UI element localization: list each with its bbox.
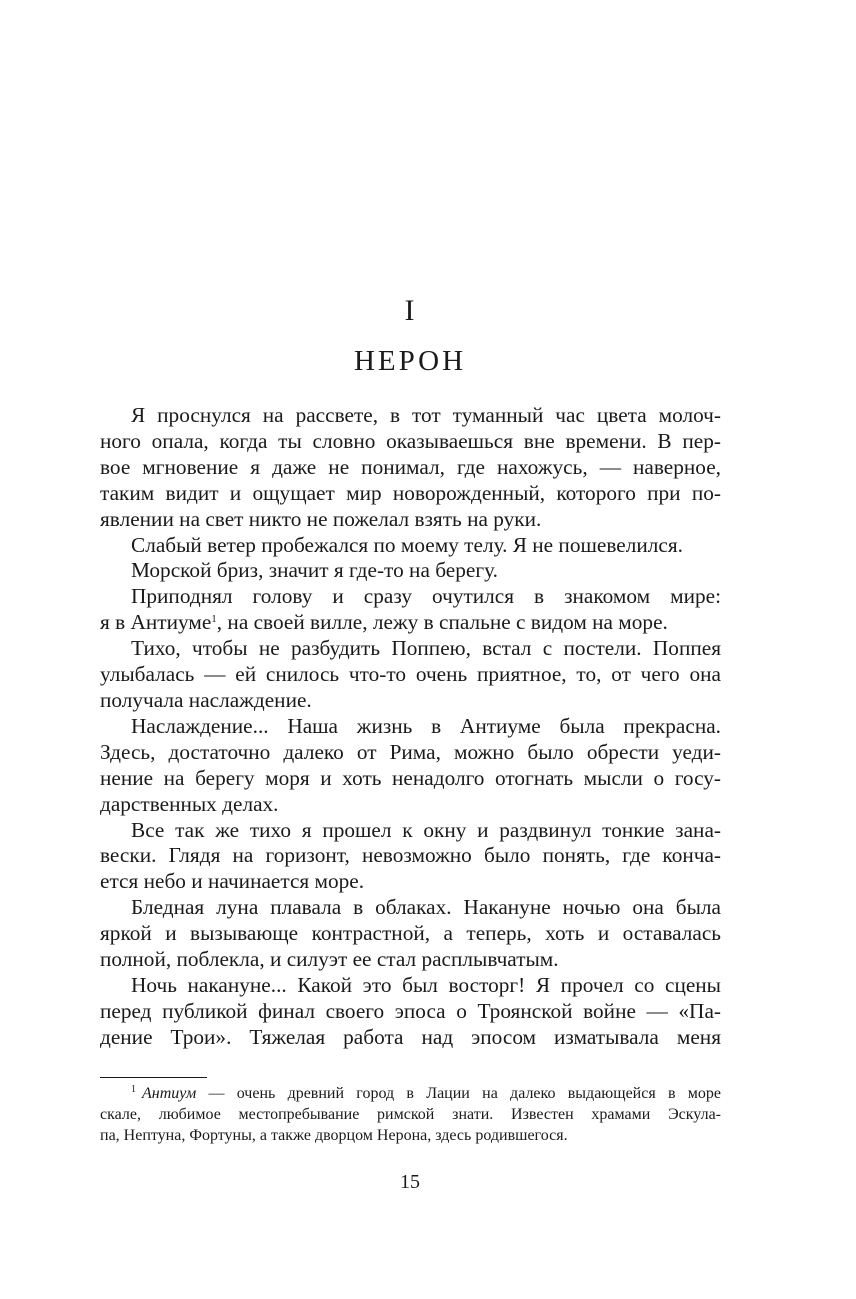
page-number: 15 <box>400 1171 420 1193</box>
text-segment: — очень древний город в Лации на далеко выдающейся в море <box>196 1085 721 1102</box>
paragraph <box>100 558 721 584</box>
text-line: вое мгновение я даже не понимал, где нахожусь, — наверное, <box>100 454 721 479</box>
text-line: получала наслаждение. <box>100 687 312 712</box>
text-line: па, Нептуна, Фортуны, а также дворцом Нерона, здесь родившегося. <box>100 1127 568 1144</box>
paragraph <box>100 714 721 818</box>
text-line: Слабый ветер пробежался по моему телу. Я не пошевелился. <box>131 532 683 557</box>
paragraph <box>100 973 721 1051</box>
text-line <box>100 610 721 636</box>
text-line: таким видит и ощущает мир новорожденный, которого при по- <box>100 480 721 505</box>
text-line: дение Трои». Тяжелая работа над эпосом изматывала меня <box>100 1024 721 1049</box>
text-line: улыбалась — ей снилось что-то очень приятное, то, от чего она <box>100 662 721 687</box>
text-line: Ночь накануне... Какой это был восторг! Я прочел со сцены <box>131 972 721 997</box>
text-line: Морской бриз, значит я где-то на берегу. <box>131 558 498 583</box>
text-line: ного опала, когда ты словно оказываешься вне времени. В пер- <box>100 428 721 453</box>
text-segment: , на своей вилле, лежу в спальне с видом на море. <box>216 610 668 635</box>
text-line: ется небо и начинается море. <box>100 869 365 894</box>
paragraph <box>100 818 721 896</box>
paragraph <box>100 403 721 533</box>
text-line: Бледная луна плавала в облаках. Накануне ночью она была <box>131 895 721 920</box>
text-line: перед публикой финал своего эпоса о Троянской войне — «Па- <box>100 998 721 1023</box>
footnote-marker: 1 <box>131 1084 136 1095</box>
text-line <box>100 1083 721 1104</box>
text-line: полной, поблекла, и силуэт ее стал расплывчатым. <box>100 947 559 972</box>
paragraph <box>100 584 721 636</box>
text-line: нение на берегу моря и хоть ненадолго отогнать мысли о госу- <box>100 765 721 790</box>
footnote-divider <box>100 1077 207 1078</box>
text-line: яркой и вызывающе контрастной, а теперь, хоть и оставалась <box>100 921 721 946</box>
text-line: скале, любимое местопребывание римской знати. Известен храмами Эскула- <box>100 1106 721 1123</box>
footnote <box>100 1083 721 1146</box>
text-line: Приподнял голову и сразу очутился в знакомом мире: <box>131 584 721 609</box>
text-line: Все так же тихо я прошел к окну и раздвинул тонкие зана- <box>131 817 721 842</box>
text-line: Наслаждение... Наша жизнь в Антиуме была прекрасна. <box>131 713 721 738</box>
body-text <box>100 403 721 1051</box>
text-line: явлении на свет никто не пожелал взять на руки. <box>100 506 542 531</box>
text-line: дарственных делах. <box>100 791 279 816</box>
text-line: вески. Глядя на горизонт, невозможно было понять, где конча- <box>100 843 721 868</box>
text-segment: я в Антиуме <box>100 610 212 635</box>
chapter-number: I <box>404 294 416 327</box>
paragraph <box>100 636 721 714</box>
paragraph <box>100 895 721 973</box>
footnote-reference[interactable]: 1 <box>211 613 217 626</box>
text-line: Я проснулся на рассвете, в тот туманный час цвета молоч- <box>131 403 721 427</box>
text-line: Тихо, чтобы не разбудить Поппею, встал с постели. Поппея <box>131 636 721 661</box>
paragraph <box>100 533 721 559</box>
text-line: Здесь, достаточно далеко от Рима, можно было обрести уеди- <box>100 739 721 764</box>
footnote-term: Антиум <box>142 1085 197 1102</box>
chapter-title: НЕРОН <box>353 345 467 377</box>
